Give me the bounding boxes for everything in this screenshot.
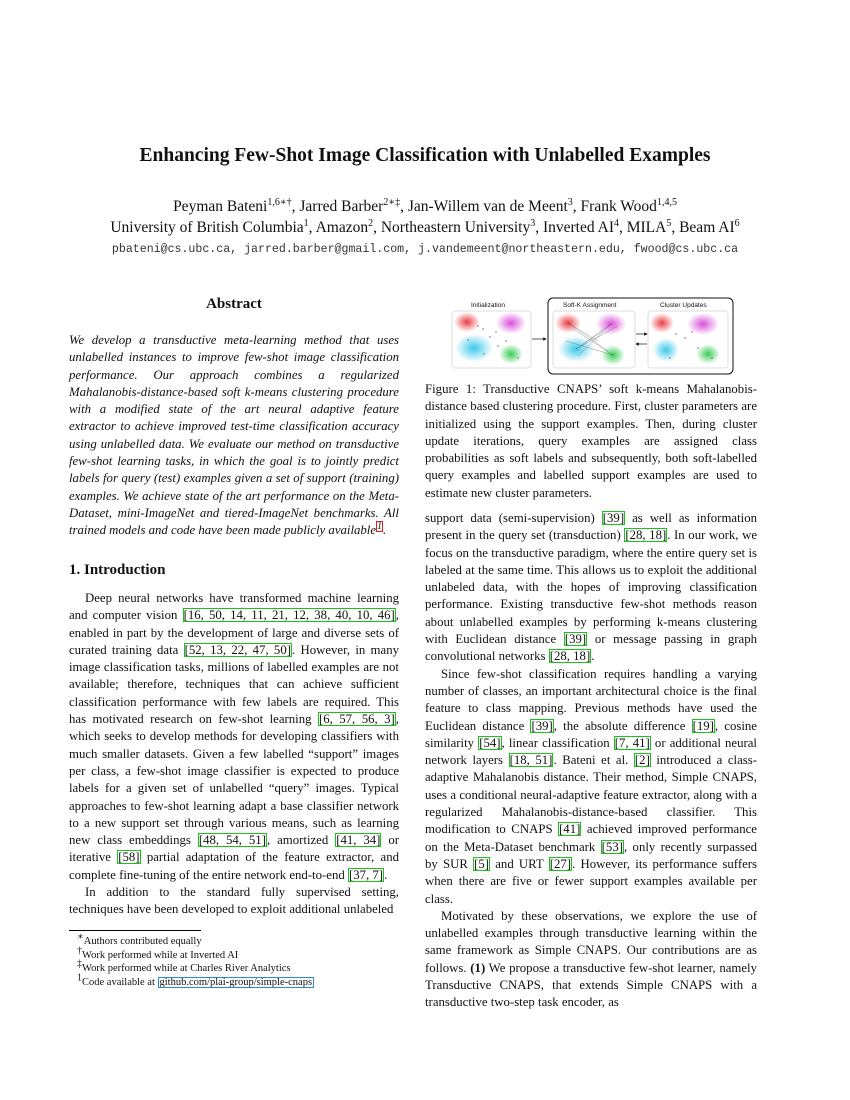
author-name: Peyman Bateni (173, 198, 268, 215)
citation-link[interactable]: [27] (549, 856, 572, 871)
separator: , (308, 219, 316, 236)
text-run: Since few-shot classification requires handling a varying number of classes, an important architectural choice is the final feature to class mapping. Previous methods have used the Euclidean distance (425, 666, 757, 733)
separator: , (400, 198, 408, 215)
paragraph (425, 908, 757, 1012)
affiliation-mark: 6 (734, 217, 740, 229)
cluster-red (454, 312, 480, 332)
figure-1-diagram (448, 296, 738, 376)
section-heading-introduction: 1. Introduction (69, 562, 166, 578)
text-run: . (591, 649, 595, 664)
text-run: , only recently surpassed by SUR (425, 839, 757, 871)
footnotes (69, 931, 399, 989)
text-run: . However, its performance suffers when there are five or fewer support examples available per class. (425, 856, 758, 906)
text-run: introduced a class-adaptive Mahalanobis distance. Their method, Simple CNAPS, uses a conditional neural-adaptive feature extractor, along with a regularized Mahalanobis-distance-based classifier. This modification to CNAPS (425, 753, 758, 837)
citation-link[interactable]: [53] (601, 839, 623, 854)
cluster-green (696, 344, 720, 364)
figure-panel-label: Cluster Updates (660, 302, 707, 309)
introduction-body (69, 590, 399, 919)
author-name: Jan-Willem van de Meent (407, 198, 568, 215)
text-run: achieved improved performance on the Meta-Dataset benchmark (425, 822, 757, 854)
footnote-text: Code available at (82, 976, 158, 988)
text-run: , cosine similarity (425, 718, 757, 750)
citation-link[interactable]: [28, 18] (549, 649, 591, 664)
text-run: or iterative (69, 833, 400, 865)
footnote (69, 958, 399, 976)
text-run: , linear classification (501, 735, 614, 750)
separator: , (671, 219, 680, 236)
separator: , (373, 219, 381, 236)
cluster-cyan (455, 334, 493, 362)
footnote-text: Work performed while at Charles River Analytics (82, 963, 291, 974)
text-run: . (384, 867, 388, 882)
footnote-mark: ∗ (77, 931, 84, 943)
footnote-link[interactable]: 1 (377, 521, 383, 532)
separator: , (618, 219, 627, 236)
abstract-heading: Abstract (206, 296, 262, 312)
citation-link[interactable]: [58] (118, 850, 140, 865)
code-url-link[interactable]: github.com/plai-group/simple-cnaps (159, 976, 313, 988)
citation-link[interactable]: [52, 13, 22, 47, 50] (184, 642, 291, 657)
footnote-text: Work performed while at Inverted AI (82, 949, 239, 961)
paragraph (425, 510, 757, 666)
affiliation-mark: 1 (303, 217, 309, 229)
footnote-mark: † (77, 945, 82, 956)
citation-link[interactable]: [48, 54, 51] (198, 833, 266, 848)
text-run: partial adaptation of the feature extractor, and complete fine-tuning of the entire network end-to-end (69, 850, 399, 882)
affiliation-mark: 3 (530, 217, 536, 229)
affiliation-name: MILA (626, 219, 667, 236)
citation-link[interactable]: [39] (531, 718, 553, 733)
affiliation-name: Beam AI (679, 219, 735, 236)
text-run: . Bateni et al. (553, 753, 634, 768)
affiliation-mark: 2∗‡ (383, 196, 401, 208)
citation-link[interactable]: [19] (692, 718, 714, 733)
cluster-green (499, 344, 523, 364)
author-name: Frank Wood (580, 198, 657, 215)
separator: , (572, 198, 581, 215)
text-run: Deep neural networks have transformed machine learning and computer vision (69, 591, 399, 623)
text-run: . However, in many image classification tasks, millions of labelled examples are not available; therefore, techniques that can achieve sufficient classification performance with few labels are required. This has motivated research on few-shot learning (69, 642, 399, 727)
affiliation-mark: 3 (567, 196, 573, 208)
figure-1-caption: Figure 1: Transductive CNAPS’ soft k-means Mahalanobis-distance based clustering procedure. First, cluster parameters are initialized using the support examples. Then, during cluster update iterations, query examples are assigned class probabilities as soft labels and subsequently, both soft-labelled query examples and labelled support examples are used to estimate new cluster parameters. (425, 382, 757, 500)
affiliation-name: Northeastern University (380, 219, 531, 236)
affiliation-name: Inverted AI (542, 219, 614, 236)
author-list (0, 198, 850, 216)
citation-link[interactable]: [5] (474, 856, 490, 871)
text-run: , enabled in part by the development of large and diverse sets of curated training data (69, 608, 399, 657)
citation-link[interactable]: [37, 7] (348, 867, 384, 882)
citation-link[interactable]: [39] (602, 511, 625, 525)
text-run: or message passing in graph convolutional networks (425, 632, 757, 664)
footnote-mark: 1 (77, 972, 82, 983)
cluster-magenta (496, 312, 526, 334)
footnote-text: Authors contributed equally (83, 936, 202, 947)
paper-title: Enhancing Few-Shot Image Classification with Unlabelled Examples (139, 145, 711, 166)
author-emails: pbateni@cs.ubc.ca, jarred.barber@gmail.com, j.vandemeent@northeastern.edu, fwood@cs.ubc.ca (111, 243, 739, 256)
affiliation-mark: 4 (613, 217, 619, 229)
affiliation-name: Amazon (315, 219, 369, 236)
paragraph (425, 666, 757, 908)
text-run: Motivated by these observations, we explore the use of unlabelled examples through transductive learning within the same framework as Simple CNAPS. Our contributions are as follows. (425, 908, 757, 975)
paragraph: In addition to the standard fully supervised setting, techniques have been developed to exploit additional unlabeled (69, 885, 399, 917)
citation-link[interactable]: [41, 34] (336, 833, 381, 848)
figure-panel-label: Initialization (471, 302, 505, 309)
footnote-mark: ‡ (77, 958, 82, 970)
affiliation-list (0, 219, 850, 237)
footnote (69, 972, 399, 990)
affiliation-mark: 2 (368, 217, 374, 229)
figure-panel-label: Soft-K Assignment (563, 302, 617, 309)
citation-link[interactable]: [18, 51] (509, 753, 553, 768)
citation-link[interactable]: [7, 41] (614, 735, 650, 750)
separator: , (535, 219, 543, 236)
text-run: , amortized (266, 833, 336, 848)
footnote (69, 931, 399, 949)
citation-link[interactable]: [16, 50, 14, 11, 21, 12, 38, 40, 10, 46] (183, 608, 395, 623)
contribution-number: (1) (470, 960, 486, 975)
affiliation-name: University of British Columbia (110, 219, 304, 236)
citation-link[interactable]: [2] (634, 753, 650, 768)
citation-link[interactable]: [6, 57, 56, 3] (318, 712, 395, 727)
footnote-divider (69, 930, 201, 931)
cluster-cyan (653, 338, 679, 362)
text-run: and URT (490, 856, 549, 871)
affiliation-mark: 5 (666, 217, 672, 229)
affiliation-mark: 1,4,5 (656, 196, 677, 208)
text-run: or additional neural network layers (425, 735, 757, 768)
text-run: as well as information present in the query set (transduction) (425, 511, 757, 543)
right-column-body (425, 510, 757, 1012)
paragraph (69, 590, 399, 884)
text-run: , the absolute difference (553, 718, 692, 733)
footnote (69, 945, 399, 963)
text-run: support data (semi-supervision) (425, 511, 602, 525)
citation-link[interactable]: [28, 18] (625, 528, 667, 543)
cluster-red (650, 313, 674, 333)
separator: , (291, 198, 300, 215)
affiliation-mark: 1,6∗† (267, 196, 292, 208)
abstract-text: We develop a transductive meta-learning method that uses unlabelled instances to improve few-shot image classification performance. Our approach combines a regularized Mahalanobis-distance-based soft k-means clustering procedure with a modified state of the art neural adaptive feature extractor to achieve improved test-time classification accuracy using unlabelled data. We evaluate our method on transductive few-shot learning tasks, in which the goal is to jointly predict labels for query (test) examples given a set of support (training) examples. We achieve state of the art performance on the Meta-Dataset, mini-ImageNet and tiered-ImageNet benchmarks. All trained models and code have been made publicly available$^1$. (69, 333, 399, 538)
author-name: Jarred Barber (299, 198, 384, 215)
text-run: . In our work, we focus on the transductive paradigm, where the entire query set is labeled at the same time. This allows us to exploit the additional unlabeled data, with the hopes of improving classification performance. Existing transductive few-shot methods reason about unlabelled examples by performing k-means clustering with Euclidean distance (425, 528, 757, 647)
text-run: , which seeks to develop methods for developing classifiers with much smaller datasets. Given a few labelled “support” images per class, a few-shot image classifier is expected to produce labels for a given set of unlabelled “query” images. Typical approaches to few-shot learning adapt a base classifier network to a new support set through various means, such as learning new class embeddings (69, 712, 399, 848)
citation-link[interactable]: [41] (559, 822, 581, 837)
citation-link[interactable]: [54] (479, 735, 501, 750)
citation-link[interactable]: [39] (564, 632, 587, 647)
text-run: We propose a transductive few-shot learner, namely Transductive CNAPS, that extends Simple CNAPS with a transductive two-step task encoder, as (425, 960, 757, 1010)
